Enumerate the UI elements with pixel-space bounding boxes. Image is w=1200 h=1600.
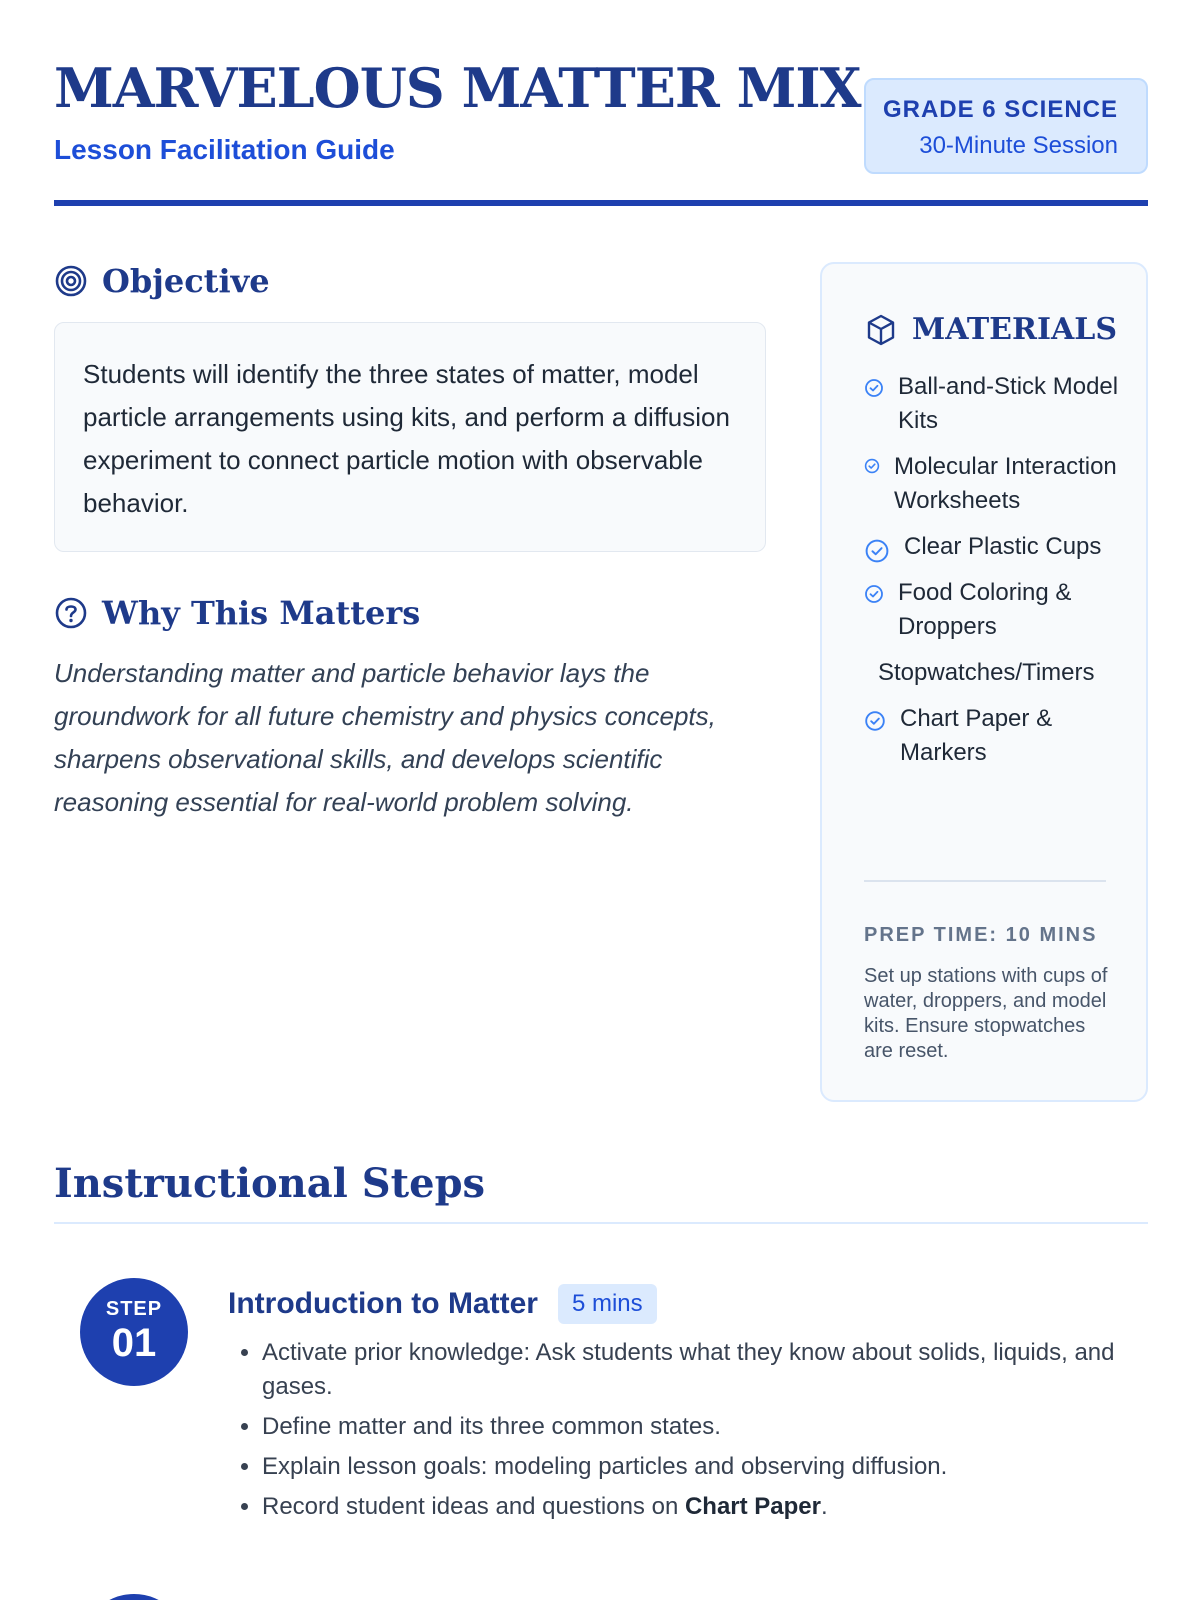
material-label: Food Coloring & Droppers [898,579,1072,640]
list-item [864,450,1126,518]
header-divider [54,200,1148,206]
list-item [864,656,1126,690]
step-header [228,1284,657,1324]
materials-divider [864,880,1106,882]
list-item [864,530,1126,564]
objective-box [54,322,766,552]
bullet-bold-text: Chart Paper [684,1493,821,1520]
step-number: 01 [111,1321,157,1365]
material-label: Ball-and-Stick Model Kits [898,373,1119,434]
why-title: Why This Matters [102,594,421,632]
session-length: 30-Minute Session [919,132,1118,159]
list-item: • Explain lesson goals: modeling particles and observing diffusion. [262,1450,1142,1484]
materials-title: MATERIALS [912,312,1118,347]
check-circle-icon [864,538,890,564]
step-title: Introduction to Matter [228,1287,538,1320]
step-label: STEP [105,1298,163,1320]
objective-title: Objective [102,262,270,300]
material-label: Chart Paper & Markers [900,705,1053,766]
check-circle-icon [864,458,880,474]
list-item: • Activate prior knowledge: Ask students what they know about solids, liquids, and gases. [262,1336,1142,1404]
target-icon [54,264,88,298]
materials-card [820,262,1148,1102]
steps-title: Instructional Steps [54,1160,486,1207]
list-item [262,1490,1142,1524]
step-number-badge [80,1278,188,1386]
prep-time-label: PREP TIME: 10 MINS [864,924,1098,946]
list-item [864,370,1126,438]
material-label: Clear Plastic Cups [904,533,1102,560]
steps-divider [54,1222,1148,1224]
materials-heading [864,312,1117,347]
list-item [864,702,1126,770]
step-duration-badge: 5 mins [558,1284,657,1324]
objective-heading [54,262,270,300]
next-step-badge [80,1594,188,1600]
grade-badge [864,78,1148,174]
materials-list [864,370,1126,782]
why-heading [54,594,420,632]
check-circle-icon [864,710,886,732]
question-circle-icon [54,596,88,630]
why-text: Understanding matter and particle behavior lays the groundwork for all future chemistry and physics concepts, sharpens observational skills, and develops scientific reasoning essential for real-world problem solving. [54,658,716,817]
grade-label: GRADE 6 SCIENCE [882,96,1118,123]
page-subtitle: Lesson Facilitation Guide [54,134,395,165]
prep-time-text: Set up stations with cups of water, droppers, and model kits. Ensure stopwatches are reset. [864,965,1108,1062]
check-circle-icon [864,378,884,398]
step-bullet-list [262,1336,1142,1530]
check-circle-icon [864,584,884,604]
page-header [54,52,1148,206]
bullet-text: Record student ideas and questions on [262,1493,685,1520]
list-item: • Define matter and its three common states. [262,1410,1142,1444]
material-label: Molecular Interaction Worksheets [894,453,1117,514]
bullet-suffix: . [821,1493,828,1520]
objective-text: Students will identify the three states of matter, model particle arrangements using kits, and perform a diffusion experiment to connect particle motion with observable behavior. [83,359,730,518]
page-title: MARVELOUS MATTER MIX [54,56,861,120]
cube-icon [864,313,898,347]
material-label: Stopwatches/Timers [878,659,1095,686]
list-item [864,576,1126,644]
